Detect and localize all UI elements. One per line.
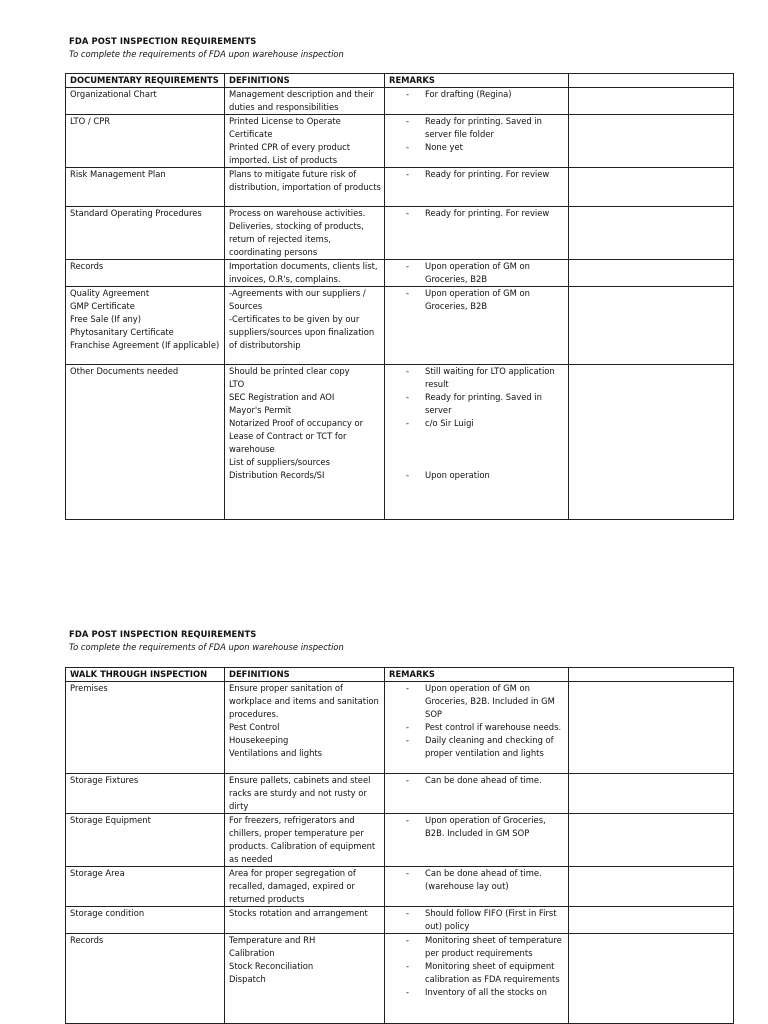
requirement-cell — [66, 207, 225, 260]
remark-item: - Upon operation of Groceries, B2B. Included in GM SOP — [389, 814, 565, 840]
header-definitions: DEFINITIONS — [225, 668, 385, 682]
definition-text: -Agreements with our suppliers / Sources — [229, 288, 366, 311]
definition-cell — [225, 365, 385, 520]
requirement-cell — [66, 260, 225, 287]
remarks-cell — [385, 934, 569, 1024]
blank-cell — [569, 814, 734, 867]
remarks-list — [389, 774, 565, 787]
remark-item: - Ready for printing. Saved in server file folder — [389, 115, 565, 141]
definition-text: Should be printed clear copy — [229, 366, 350, 376]
requirement-text: Quality Agreement — [70, 288, 150, 298]
remarks-list — [389, 867, 565, 893]
remark-item: - Upon operation of GM on Groceries, B2B — [389, 260, 565, 286]
documentary-table — [65, 73, 734, 520]
remark-item: - Upon operation — [389, 469, 565, 482]
definition-text: Ensure proper sanitation of workplace and items and sanitation procedures. — [229, 683, 379, 719]
requirement-text: Other Documents needed — [70, 366, 179, 376]
requirement-cell — [66, 907, 225, 934]
definition-cell — [225, 682, 385, 774]
remarks-spacer — [389, 430, 565, 469]
definition-text: Area for proper segregation of recalled, damaged, expired or returned products — [229, 868, 356, 904]
remarks-list — [389, 88, 565, 101]
documentary-table-body — [66, 88, 734, 520]
definition-text: Distribution Records/SI — [229, 470, 325, 480]
requirement-cell — [66, 365, 225, 520]
remark-item: - Monitoring sheet of equipment calibration as FDA requirements — [389, 960, 565, 986]
remarks-list — [389, 287, 565, 313]
definition-text: Temperature and RH — [229, 935, 316, 945]
definition-cell — [225, 907, 385, 934]
remark-item: - Inventory of all the stocks on — [389, 986, 565, 999]
blank-cell — [569, 682, 734, 774]
requirement-cell — [66, 867, 225, 907]
blank-cell — [569, 287, 734, 365]
remark-item: - Upon operation of GM on Groceries, B2B. Included in GM SOP — [389, 682, 565, 721]
table-row — [66, 88, 734, 115]
requirement-text: Storage Fixtures — [70, 775, 139, 785]
definition-text: Stocks rotation and arrangement — [229, 908, 368, 918]
remarks-cell — [385, 168, 569, 207]
definition-text: Process on warehouse activities. Deliveries, stocking of products, return of rejected items, coordinating persons — [229, 208, 366, 257]
remarks-cell — [385, 287, 569, 365]
requirement-cell — [66, 287, 225, 365]
requirement-text: Premises — [70, 683, 108, 693]
blank-cell — [569, 207, 734, 260]
table-row — [66, 365, 734, 520]
table-row — [66, 287, 734, 365]
requirement-cell — [66, 168, 225, 207]
table-row — [66, 115, 734, 168]
remark-item: - Ready for printing. For review — [389, 168, 565, 181]
definition-cell — [225, 287, 385, 365]
header-blank — [569, 668, 734, 682]
requirement-cell — [66, 934, 225, 1024]
remark-item: - None yet — [389, 141, 565, 154]
page-title: FDA POST INSPECTION REQUIREMENTS — [69, 36, 257, 46]
remarks-cell — [385, 774, 569, 814]
requirement-cell — [66, 88, 225, 115]
definition-cell — [225, 814, 385, 867]
remark-item: - Pest control if warehouse needs. — [389, 721, 565, 734]
requirement-text: Franchise Agreement (If applicable) — [70, 340, 220, 350]
requirement-text: Records — [70, 261, 104, 271]
header-requirements: DOCUMENTARY REQUIREMENTS — [66, 74, 225, 88]
header-blank — [569, 74, 734, 88]
definition-cell — [225, 774, 385, 814]
requirement-text: Free Sale (If any) — [70, 314, 142, 324]
definition-text: SEC Registration and AOI — [229, 392, 335, 402]
requirement-text: Phytosanitary Certificate — [70, 327, 174, 337]
definition-text: Calibration — [229, 948, 275, 958]
blank-cell — [569, 774, 734, 814]
remarks-list — [389, 115, 565, 154]
requirement-text: GMP Certificate — [70, 301, 135, 311]
remark-item: - c/o Sir Luigi — [389, 417, 565, 430]
remarks-cell — [385, 260, 569, 287]
definition-text: Ensure pallets, cabinets and steel racks are sturdy and not rusty or dirty — [229, 775, 371, 811]
table-row — [66, 867, 734, 907]
remark-item: - Upon operation of GM on Groceries, B2B — [389, 287, 565, 313]
remark-item: - Can be done ahead of time. (warehouse lay out) — [389, 867, 565, 893]
requirement-text: Storage Area — [70, 868, 125, 878]
remarks-list — [389, 934, 565, 999]
page-title-2: FDA POST INSPECTION REQUIREMENTS — [69, 629, 257, 639]
definition-text: Pest Control — [229, 722, 280, 732]
table-header-row — [66, 668, 734, 682]
definition-text: Printed CPR of every product imported. List of products — [229, 142, 351, 165]
blank-cell — [569, 365, 734, 520]
requirement-cell — [66, 774, 225, 814]
remarks-cell — [385, 867, 569, 907]
blank-cell — [569, 168, 734, 207]
remarks-list — [389, 814, 565, 840]
definition-text: Housekeeping — [229, 735, 289, 745]
header-remarks: REMARKS — [385, 668, 569, 682]
definition-text: Management description and their duties and responsibilities — [229, 89, 374, 112]
remarks-cell — [385, 814, 569, 867]
definition-cell — [225, 88, 385, 115]
definition-cell — [225, 207, 385, 260]
remarks-list — [389, 260, 565, 286]
blank-cell — [569, 88, 734, 115]
table-row — [66, 207, 734, 260]
table-row — [66, 814, 734, 867]
header-remarks: REMARKS — [385, 74, 569, 88]
requirement-cell — [66, 115, 225, 168]
remarks-list — [389, 207, 565, 220]
table-row — [66, 907, 734, 934]
blank-cell — [569, 934, 734, 1024]
page-subtitle-2: To complete the requirements of FDA upon warehouse inspection — [69, 642, 344, 652]
blank-cell — [569, 260, 734, 287]
walkthrough-table — [65, 667, 734, 1024]
definition-text: Dispatch — [229, 974, 266, 984]
definition-text: Plans to mitigate future risk of distribution, importation of products — [229, 169, 381, 192]
requirement-text: Standard Operating Procedures — [70, 208, 202, 218]
requirement-text: Storage condition — [70, 908, 145, 918]
remarks-list — [389, 907, 565, 933]
definition-text: List of suppliers/sources — [229, 457, 330, 467]
remark-item: - For drafting (Regina) — [389, 88, 565, 101]
remark-item: - Can be done ahead of time. — [389, 774, 565, 787]
walkthrough-table-body — [66, 682, 734, 1024]
definition-text: Mayor's Permit — [229, 405, 292, 415]
blank-cell — [569, 867, 734, 907]
requirement-cell — [66, 682, 225, 774]
remarks-cell — [385, 207, 569, 260]
table-row — [66, 774, 734, 814]
table-row — [66, 168, 734, 207]
table-row — [66, 934, 734, 1024]
header-inspection: WALK THROUGH INSPECTION — [66, 668, 225, 682]
remark-item: - Ready for printing. Saved in server — [389, 391, 565, 417]
remarks-cell — [385, 115, 569, 168]
definition-cell — [225, 168, 385, 207]
definition-text: Stock Reconciliation — [229, 961, 314, 971]
remarks-cell — [385, 88, 569, 115]
definition-text: Ventilations and lights — [229, 748, 323, 758]
definition-cell — [225, 867, 385, 907]
remark-item: - Should follow FIFO (First in First out) policy — [389, 907, 565, 933]
remark-item: - Daily cleaning and checking of proper ventilation and lights — [389, 734, 565, 760]
remarks-cell — [385, 682, 569, 774]
definition-text: -Certificates to be given by our suppliers/sources upon finalization of distributorship — [229, 314, 375, 350]
definition-cell — [225, 934, 385, 1024]
requirement-text: Risk Management Plan — [70, 169, 166, 179]
remark-item: - Monitoring sheet of temperature per product requirements — [389, 934, 565, 960]
requirement-text: LTO / CPR — [70, 116, 111, 126]
definition-cell — [225, 115, 385, 168]
blank-cell — [569, 115, 734, 168]
requirement-text: Organizational Chart — [70, 89, 157, 99]
definition-text: LTO — [229, 379, 245, 389]
page-subtitle: To complete the requirements of FDA upon warehouse inspection — [69, 49, 344, 59]
definition-text: Notarized Proof of occupancy or Lease of Contract or TCT for warehouse — [229, 418, 364, 454]
remarks-list — [389, 365, 565, 482]
blank-cell — [569, 907, 734, 934]
remark-item: - Still waiting for LTO application result — [389, 365, 565, 391]
remarks-list — [389, 168, 565, 181]
requirement-cell — [66, 814, 225, 867]
definition-cell — [225, 260, 385, 287]
requirement-text: Storage Equipment — [70, 815, 151, 825]
remarks-list — [389, 682, 565, 760]
remark-item: - Ready for printing. For review — [389, 207, 565, 220]
definition-text: Printed License to Operate Certificate — [229, 116, 341, 139]
definition-text: For freezers, refrigerators and chillers, proper temperature per products. Calibration of equipment as needed — [229, 815, 376, 864]
table-header-row — [66, 74, 734, 88]
requirement-text: Records — [70, 935, 104, 945]
remarks-cell — [385, 365, 569, 520]
remarks-cell — [385, 907, 569, 934]
header-definitions: DEFINITIONS — [225, 74, 385, 88]
table-row — [66, 260, 734, 287]
table-row — [66, 682, 734, 774]
definition-text: Importation documents, clients list, invoices, O.R's, complains. — [229, 261, 378, 284]
